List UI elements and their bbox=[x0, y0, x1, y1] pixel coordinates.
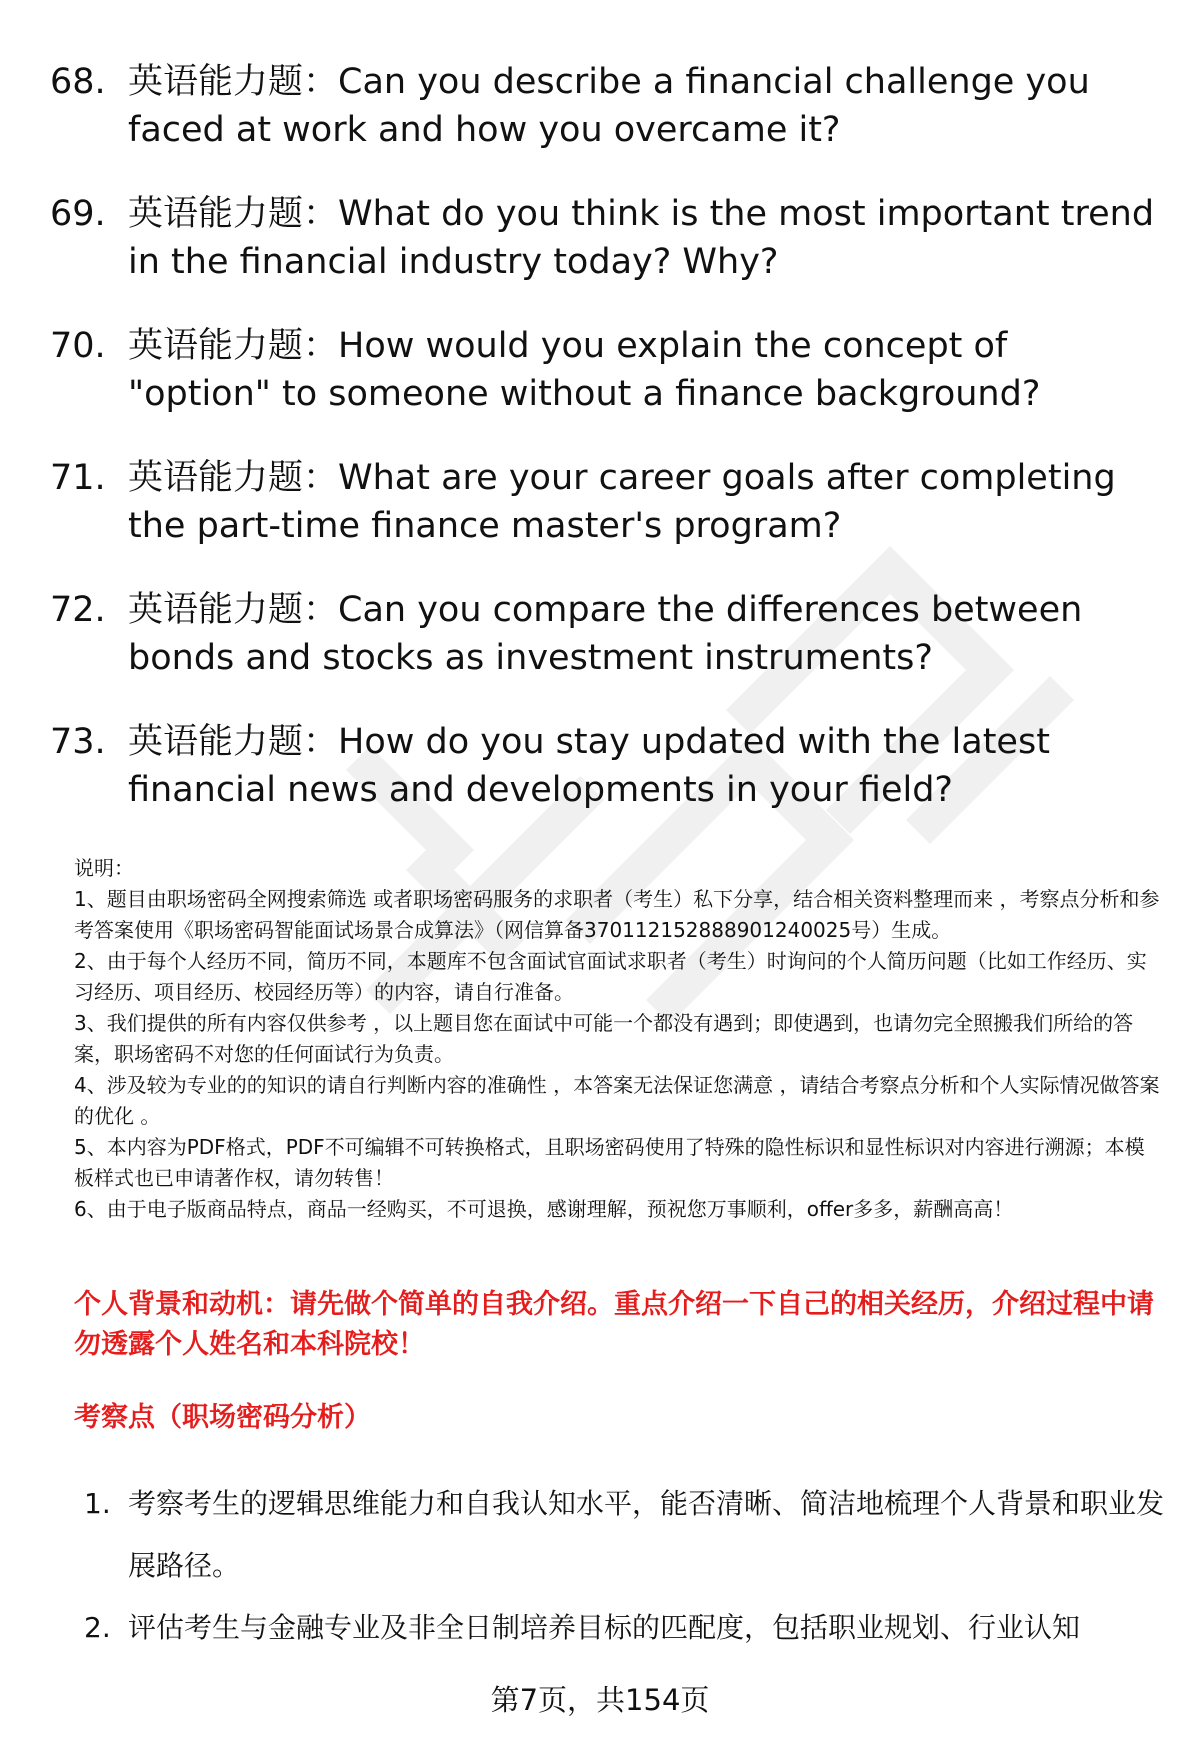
note-item: 1、题目由职场密码全网搜索筛选 或者职场密码服务的求职者（考生）私下分享，结合相关资料整理而来 ，考察点分析和参考答案使用《职场密码智能面试场景合成算法》（网信算备370112152888901240025号）生成。 bbox=[74, 887, 1160, 942]
analysis-title: 考察点（职场密码分析） bbox=[74, 1402, 371, 1433]
question-number: 69. bbox=[50, 194, 106, 234]
analysis-text: 考察考生的逻辑思维能力和自我认知水平，能否清晰、简洁地梳理个人背景和职业发展路径。 bbox=[128, 1487, 1165, 1582]
question-item bbox=[50, 718, 1160, 814]
question-number: 68. bbox=[50, 62, 106, 102]
question-text: 英语能力题：How would you explain the concept of "option" to someone without a finance background? bbox=[128, 326, 1041, 414]
question-text: 英语能力题：Can you describe a financial challenge you faced at work and how you overcame it? bbox=[128, 62, 1090, 150]
question-text: 英语能力题：What are your career goals after completing the part-time finance master's program? bbox=[128, 458, 1116, 546]
analysis-list bbox=[84, 1473, 1164, 1659]
notes-title: 说明： bbox=[74, 856, 134, 880]
question-text: 英语能力题：What do you think is the most important trend in the financial industry today? Why? bbox=[128, 194, 1155, 282]
note-item: 5、本内容为PDF格式，PDF不可编辑不可转换格式，且职场密码使用了特殊的隐性标识和显性标识对内容进行溯源；本模板样式也已申请著作权，请勿转售！ bbox=[74, 1135, 1145, 1190]
analysis-number: 1. bbox=[84, 1487, 111, 1520]
motivation-question: 个人背景和动机：请先做个简单的自我介绍。重点介绍一下自己的相关经历，介绍过程中请勿透露个人姓名和本科院校！ bbox=[74, 1289, 1154, 1360]
question-number: 70. bbox=[50, 326, 106, 366]
question-item bbox=[50, 322, 1160, 418]
question-list bbox=[50, 58, 1160, 850]
page-footer: 第7页，共154页 bbox=[490, 1683, 710, 1717]
question-item bbox=[50, 586, 1160, 682]
question-number: 71. bbox=[50, 458, 106, 498]
note-item: 4、涉及较为专业的的知识的请自行判断内容的准确性 ，本答案无法保证您满意 ，请结合考察点分析和个人实际情况做答案的优化 。 bbox=[74, 1073, 1160, 1128]
question-text: 英语能力题：How do you stay updated with the latest financial news and developments in your field? bbox=[128, 722, 1050, 810]
analysis-item bbox=[84, 1473, 1164, 1597]
question-text: 英语能力题：Can you compare the differences between bonds and stocks as investment instruments? bbox=[128, 590, 1083, 678]
notes-section bbox=[74, 853, 1164, 1225]
question-number: 72. bbox=[50, 590, 106, 630]
question-item bbox=[50, 58, 1160, 154]
note-item: 6、由于电子版商品特点，商品一经购买，不可退换，感谢理解，预祝您万事顺利，offer多多，薪酬高高！ bbox=[74, 1197, 1014, 1221]
analysis-item bbox=[84, 1597, 1164, 1659]
question-number: 73. bbox=[50, 722, 106, 762]
question-item bbox=[50, 190, 1160, 286]
analysis-text: 评估考生与金融专业及非全日制培养目标的匹配度，包括职业规划、行业认知 bbox=[128, 1611, 1081, 1644]
analysis-number: 2. bbox=[84, 1611, 111, 1644]
note-item: 2、由于每个人经历不同，简历不同，本题库不包含面试官面试求职者（考生）时询问的个人简历问题（比如工作经历、实习经历、项目经历、校园经历等）的内容，请自行准备。 bbox=[74, 949, 1147, 1004]
note-item: 3、我们提供的所有内容仅供参考 ，以上题目您在面试中可能一个都没有遇到；即使遇到，也请勿完全照搬我们所给的答案，职场密码不对您的任何面试行为负责。 bbox=[74, 1011, 1134, 1066]
question-item bbox=[50, 454, 1160, 550]
